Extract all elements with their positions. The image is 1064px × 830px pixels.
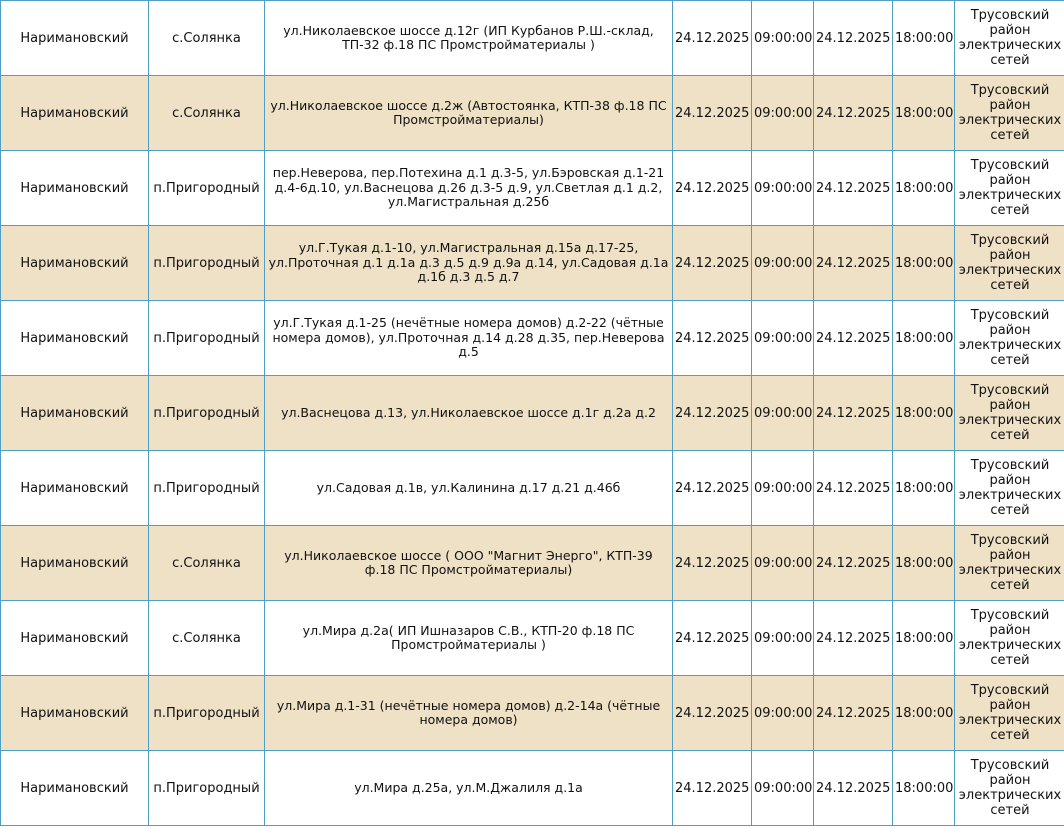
district-cell: Наримановский: [1, 376, 149, 451]
start-time-cell: 09:00:00: [752, 376, 814, 451]
start-date-cell: 24.12.2025: [673, 151, 752, 226]
end-date-cell: 24.12.2025: [814, 226, 893, 301]
start-time-cell: 09:00:00: [752, 1, 814, 76]
start-time-cell: 09:00:00: [752, 226, 814, 301]
start-time-cell: 09:00:00: [752, 301, 814, 376]
end-date-cell: 24.12.2025: [814, 376, 893, 451]
locality-cell: п.Пригородный: [149, 451, 265, 526]
address-cell: ул.Васнецова д.13, ул.Николаевское шоссе д.1г д.2а д.2: [265, 376, 673, 451]
end-date-cell: 24.12.2025: [814, 676, 893, 751]
end-date-cell: 24.12.2025: [814, 1, 893, 76]
locality-cell: п.Пригородный: [149, 676, 265, 751]
start-date-cell: 24.12.2025: [673, 76, 752, 151]
organization-cell: Трусовский район электрических сетей: [955, 151, 1064, 226]
organization-cell: Трусовский район электрических сетей: [955, 751, 1064, 826]
table-row: [1, 751, 1064, 826]
end-time-cell: 18:00:00: [893, 526, 955, 601]
organization-cell: Трусовский район электрических сетей: [955, 301, 1064, 376]
address-cell: ул.Мира д.2а( ИП Ишназаров С.В., КТП-20 ф.18 ПС Промстройматериалы ): [265, 601, 673, 676]
address-cell: ул.Садовая д.1в, ул.Калинина д.17 д.21 д.46б: [265, 451, 673, 526]
district-cell: Наримановский: [1, 301, 149, 376]
start-date-cell: 24.12.2025: [673, 751, 752, 826]
organization-cell: Трусовский район электрических сетей: [955, 226, 1064, 301]
start-time-cell: 09:00:00: [752, 451, 814, 526]
start-date-cell: 24.12.2025: [673, 676, 752, 751]
organization-cell: Трусовский район электрических сетей: [955, 451, 1064, 526]
outage-table-body: [1, 1, 1064, 826]
table-row: [1, 451, 1064, 526]
start-time-cell: 09:00:00: [752, 526, 814, 601]
start-time-cell: 09:00:00: [752, 601, 814, 676]
address-cell: ул.Николаевское шоссе д.2ж (Автостоянка, КТП-38 ф.18 ПС Промстройматериалы): [265, 76, 673, 151]
end-time-cell: 18:00:00: [893, 151, 955, 226]
table-row: [1, 601, 1064, 676]
address-cell: пер.Неверова, пер.Потехина д.1 д.3-5, ул.Бэровская д.1-21 д.4-6д.10, ул.Васнецова д.26 д.3-5 д.9, ул.Светлая д.1 д.2, ул.Магистральная д.25б: [265, 151, 673, 226]
end-time-cell: 18:00:00: [893, 751, 955, 826]
end-time-cell: 18:00:00: [893, 451, 955, 526]
district-cell: Наримановский: [1, 526, 149, 601]
table-row: [1, 526, 1064, 601]
table-row: [1, 1, 1064, 76]
end-date-cell: 24.12.2025: [814, 751, 893, 826]
address-cell: ул.Мира д.25а, ул.М.Джалиля д.1а: [265, 751, 673, 826]
organization-cell: Трусовский район электрических сетей: [955, 676, 1064, 751]
end-time-cell: 18:00:00: [893, 376, 955, 451]
start-time-cell: 09:00:00: [752, 151, 814, 226]
end-time-cell: 18:00:00: [893, 301, 955, 376]
address-cell: ул.Г.Тукая д.1-10, ул.Магистральная д.15а д.17-25, ул.Проточная д.1 д.1а д.3 д.5 д.9 д.9а д.14, ул.Садовая д.1а д.1б д.3 д.5 д.7: [265, 226, 673, 301]
start-date-cell: 24.12.2025: [673, 1, 752, 76]
end-date-cell: 24.12.2025: [814, 301, 893, 376]
table-row: [1, 151, 1064, 226]
district-cell: Наримановский: [1, 226, 149, 301]
locality-cell: с.Солянка: [149, 76, 265, 151]
organization-cell: Трусовский район электрических сетей: [955, 376, 1064, 451]
address-cell: ул.Г.Тукая д.1-25 (нечётные номера домов) д.2-22 (чётные номера домов), ул.Проточная д.14 д.28 д.35, пер.Неверова д.5: [265, 301, 673, 376]
table-row: [1, 676, 1064, 751]
table-row: [1, 226, 1064, 301]
district-cell: Наримановский: [1, 151, 149, 226]
table-row: [1, 301, 1064, 376]
table-row: [1, 76, 1064, 151]
address-cell: ул.Николаевское шоссе ( ООО "Магнит Энерго", КТП-39 ф.18 ПС Промстройматериалы): [265, 526, 673, 601]
district-cell: Наримановский: [1, 751, 149, 826]
end-time-cell: 18:00:00: [893, 601, 955, 676]
locality-cell: с.Солянка: [149, 1, 265, 76]
locality-cell: п.Пригородный: [149, 376, 265, 451]
locality-cell: с.Солянка: [149, 601, 265, 676]
organization-cell: Трусовский район электрических сетей: [955, 1, 1064, 76]
end-date-cell: 24.12.2025: [814, 601, 893, 676]
start-date-cell: 24.12.2025: [673, 301, 752, 376]
address-cell: ул.Николаевское шоссе д.12г (ИП Курбанов Р.Ш.-склад, ТП-32 ф.18 ПС Промстройматериалы ): [265, 1, 673, 76]
locality-cell: п.Пригородный: [149, 301, 265, 376]
organization-cell: Трусовский район электрических сетей: [955, 601, 1064, 676]
organization-cell: Трусовский район электрических сетей: [955, 76, 1064, 151]
start-time-cell: 09:00:00: [752, 676, 814, 751]
start-date-cell: 24.12.2025: [673, 451, 752, 526]
start-date-cell: 24.12.2025: [673, 526, 752, 601]
district-cell: Наримановский: [1, 451, 149, 526]
district-cell: Наримановский: [1, 601, 149, 676]
start-time-cell: 09:00:00: [752, 76, 814, 151]
end-date-cell: 24.12.2025: [814, 151, 893, 226]
locality-cell: п.Пригородный: [149, 226, 265, 301]
end-time-cell: 18:00:00: [893, 676, 955, 751]
district-cell: Наримановский: [1, 676, 149, 751]
end-date-cell: 24.12.2025: [814, 526, 893, 601]
end-time-cell: 18:00:00: [893, 226, 955, 301]
end-time-cell: 18:00:00: [893, 1, 955, 76]
locality-cell: с.Солянка: [149, 526, 265, 601]
end-date-cell: 24.12.2025: [814, 76, 893, 151]
start-date-cell: 24.12.2025: [673, 376, 752, 451]
start-date-cell: 24.12.2025: [673, 226, 752, 301]
end-date-cell: 24.12.2025: [814, 451, 893, 526]
end-time-cell: 18:00:00: [893, 76, 955, 151]
locality-cell: п.Пригородный: [149, 151, 265, 226]
district-cell: Наримановский: [1, 1, 149, 76]
district-cell: Наримановский: [1, 76, 149, 151]
start-date-cell: 24.12.2025: [673, 601, 752, 676]
organization-cell: Трусовский район электрических сетей: [955, 526, 1064, 601]
address-cell: ул.Мира д.1-31 (нечётные номера домов) д.2-14а (чётные номера домов): [265, 676, 673, 751]
start-time-cell: 09:00:00: [752, 751, 814, 826]
locality-cell: п.Пригородный: [149, 751, 265, 826]
table-row: [1, 376, 1064, 451]
